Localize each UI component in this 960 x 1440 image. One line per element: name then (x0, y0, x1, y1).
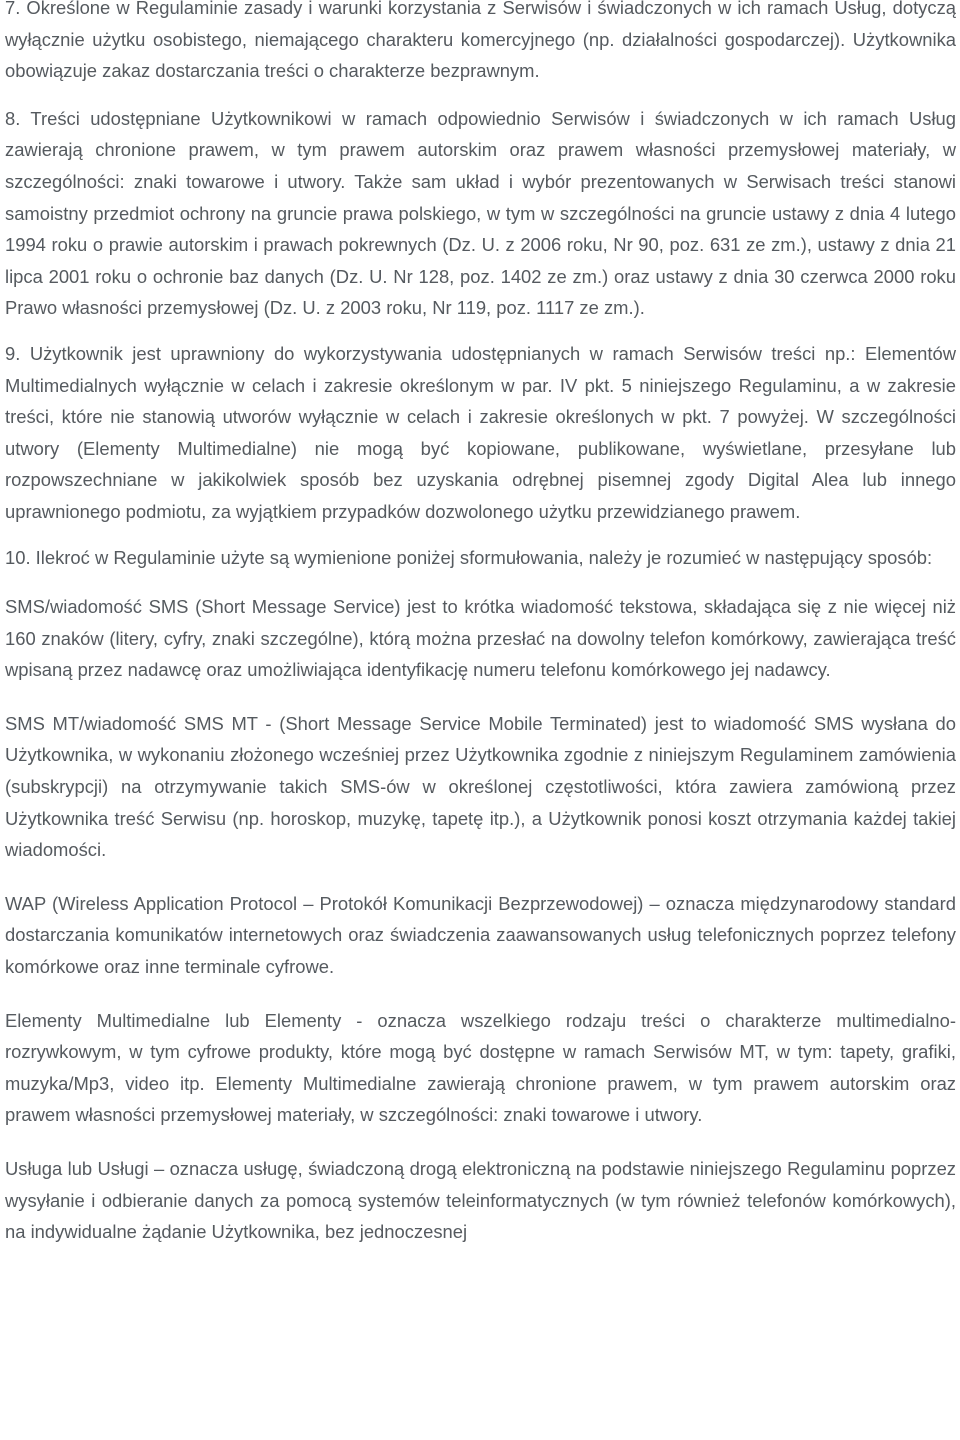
definition-sms: SMS/wiadomość SMS (Short Message Service) jest to krótka wiadomość tekstowa, składająca się z nie więcej niż 160 znaków (litery, cyfry, znaki szczególne), którą można przesłać na dowolny telefon komórkowy, zawierająca treść wpisaną przez nadawcę oraz umożliwiająca identyfikację numeru telefonu komórkowego jej nadawcy. (5, 596, 956, 681)
paragraph-9: 9. Użytkownik jest uprawniony do wykorzystywania udostępnianych w ramach Serwisów treści np.: Elementów Multimedialnych wyłącznie w celach i zakresie określonym w par. IV pkt. 5 niniejszego Regulaminu, a w zakresie treści, które nie stanowią utworów wyłącznie w celach i zakresie określonych w pkt. 7 powyżej. W szczególności utwory (Elementy Multimedialne) nie mogą być kopiowane, publikowane, wyświetlane, przesyłane lub rozpowszechniane w jakikolwiek sposób bez uzyskania odrębnej pisemnej zgody Digital Alea lub innego uprawnionego podmiotu, za wyjątkiem przypadków dozwolonego użytku przewidzianego prawem. (5, 342, 956, 522)
definition-wap: WAP (Wireless Application Protocol – Protokół Komunikacji Bezprzewodowej) – oznacza międzynarodowy standard dostarczania komunikatów internetowych oraz świadczenia zaawansowanych usług telefonicznych poprzez telefony komórkowe oraz inne terminale cyfrowe. (5, 892, 956, 978)
paragraph-8: 8. Treści udostępniane Użytkownikowi w ramach odpowiednio Serwisów i świadczonych w ich ramach Usług zawierają chronione prawem, w tym prawem autorskim oraz prawem własności przemysłowej materiały, w szczególności: znaki towarowe i utwory. Także sam układ i wybór prezentowanych w Serwisach treści stanowi samoistny przedmiot ochrony na gruncie prawa polskiego, w tym w szczególności na gruncie ustawy z dnia 4 lutego 1994 roku o prawie autorskim i prawach pokrewnych (Dz. U. z 2006 roku, Nr 90, poz. 631 ze zm.), ustawy z dnia 21 lipca 2001 roku o ochronie baz danych (Dz. U. Nr 128, poz. 1402 ze zm.) oraz ustawy z dnia 30 czerwca 2000 roku Prawo własności przemysłowej (Dz. U. z 2003 roku, Nr 119, poz. 1117 ze zm.). (5, 107, 956, 319)
paragraph-7: 7. Określone w Regulaminie zasady i warunki korzystania z Serwisów i świadczonych w ich ramach Usług, dotyczą wyłącznie użytku osobistego, niemającego charakteru komercyjnego (np. działalności gospodarczej). Użytkownika obowiązuje zakaz dostarczania treści o charakterze bezprawnym. (5, 0, 956, 82)
definition-services: Usługa lub Usługi – oznacza usługę, świadczoną drogą elektroniczną na podstawie niniejszego Regulaminu poprzez wysyłanie i odbieranie danych za pomocą systemów teleinformatycznych (w tym również telefonów komórkowych), na indywidualne żądanie Użytkownika, bez jednoczesnej (5, 1158, 956, 1243)
paragraph-10: 10. Ilekroć w Regulaminie użyte są wymienione poniżej sformułowania, należy je rozumieć w następujący sposób: (5, 546, 933, 568)
definition-multimedia-elements: Elementy Multimedialne lub Elementy - oznacza wszelkiego rodzaju treści o charakterze multimedialno-rozrywkowym, w tym cyfrowe produkty, które mogą być dostępne w ramach Serwisów MT, w tym: tapety, grafiki, muzyka/Mp3, video itp. Elementy Multimedialne zawierają chronione prawem, w tym prawem autorskim oraz prawem własności przemysłowej materiały, w szczególności: znaki towarowe i utwory. (5, 1009, 956, 1126)
definition-sms-mt: SMS MT/wiadomość SMS MT - (Short Message Service Mobile Terminated) jest to wiadomość SMS wysłana do Użytkownika, w wykonaniu złożonego wcześniej przez Użytkownika zgodnie z niniejszym Regulaminem zamówienia (subskrypcji) na otrzymywanie takich SMS-ów w określonej częstotliwości, która zawiera zamówioną przez Użytkownika treść Serwisu (np. horoskop, muzykę, tapetę itp.), a Użytkownik ponosi koszt otrzymania każdej takiej wiadomości. (5, 712, 956, 861)
